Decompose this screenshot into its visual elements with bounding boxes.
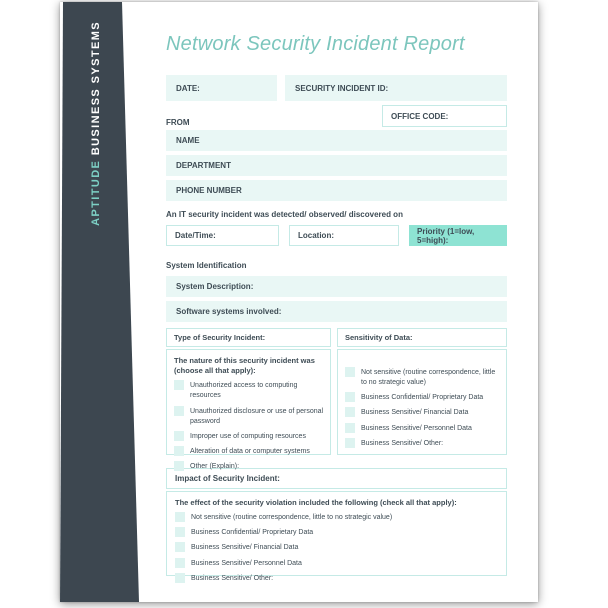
checkbox-label: Business Sensitive/ Other: — [191, 574, 274, 582]
impact-box-body — [166, 491, 507, 582]
checkbox[interactable] — [174, 446, 184, 456]
checkbox-label: Business Confidential/ Proprietary Data — [361, 394, 484, 402]
location-label: Location: — [298, 231, 334, 240]
checkbox-row — [175, 542, 498, 553]
checkbox[interactable] — [174, 431, 184, 441]
checkbox[interactable] — [175, 512, 185, 522]
office-code-label: OFFICE CODE: — [391, 111, 449, 121]
date-field[interactable] — [166, 75, 277, 101]
priority-label: Priority (1=low, 5=high): — [417, 226, 475, 245]
checkbox-label: Unauthorized disclosure or use of personal password — [190, 407, 324, 425]
software-systems-label: Software systems involved: — [176, 307, 282, 316]
brand-text — [90, 21, 102, 226]
checkbox-row — [345, 438, 501, 449]
report-page — [60, 2, 538, 602]
checkbox-row — [345, 392, 501, 403]
checkbox[interactable] — [345, 392, 355, 402]
checkbox[interactable] — [175, 573, 185, 583]
checkbox-row — [175, 573, 498, 584]
type-box-intro: The nature of this security incident was (choose all that apply): — [174, 356, 315, 376]
checkbox-row — [174, 431, 325, 442]
checkbox-label: Not sensitive (routine correspondence, little to no strategic value) — [191, 514, 393, 522]
checkbox-label: Business Sensitive/ Financial Data — [361, 409, 469, 417]
checkbox[interactable] — [175, 527, 185, 537]
checkbox[interactable] — [345, 367, 355, 377]
sensitivity-box-body — [337, 349, 507, 455]
system-description-label: System Description: — [176, 282, 254, 291]
checkbox[interactable] — [174, 461, 184, 471]
checkbox-row — [174, 461, 325, 472]
checkbox[interactable] — [174, 406, 184, 416]
checkbox-row — [345, 423, 501, 434]
phone-number-label: PHONE NUMBER — [176, 186, 242, 195]
checkbox-row — [175, 558, 498, 569]
checkbox-label: Alteration of data or computer systems — [190, 447, 310, 455]
detection-field-row — [166, 225, 507, 246]
system-identification-label: System Identification — [166, 261, 247, 270]
checkbox-row — [174, 406, 325, 427]
checkbox[interactable] — [174, 380, 184, 390]
brand-primary: APTITUDE — [90, 159, 102, 226]
from-section-label: FROM — [166, 118, 190, 127]
form-content — [166, 2, 507, 582]
checkbox-label: Unauthorized access to computing resources — [190, 382, 298, 400]
checkbox[interactable] — [175, 558, 185, 568]
department-field[interactable] — [166, 155, 507, 176]
checkbox-label: Business Sensitive/ Personnel Data — [191, 559, 302, 567]
department-label: DEPARTMENT — [176, 161, 231, 170]
page-title: Network Security Incident Report — [166, 33, 465, 55]
datetime-label: Date/Time: — [175, 231, 216, 240]
checkbox-label: Business Sensitive/ Financial Data — [191, 544, 299, 552]
sensitivity-box-header: Sensitivity of Data: — [337, 328, 507, 347]
checkbox-row — [175, 512, 498, 523]
checkbox-label: Not sensitive (routine correspondence, little to no strategic value) — [361, 369, 496, 387]
office-code-field[interactable] — [382, 105, 507, 127]
date-label: DATE: — [176, 83, 200, 93]
name-label: NAME — [176, 136, 200, 145]
checkbox-label: Other (Explain): — [190, 463, 240, 471]
checkbox-label: Improper use of computing resources — [190, 432, 306, 440]
brand-text-wrap — [76, 20, 116, 226]
name-field[interactable] — [166, 130, 507, 151]
datetime-field[interactable] — [166, 225, 279, 246]
checkbox-row — [345, 367, 501, 388]
header-field-row — [166, 75, 507, 101]
type-box-header: Type of Security Incident: — [166, 328, 331, 347]
impact-box-intro: The effect of the security violation included the following (check all that apply): — [175, 498, 457, 507]
software-systems-field[interactable] — [166, 301, 507, 322]
location-field[interactable] — [289, 225, 399, 246]
impact-box-header: Impact of Security Incident: — [166, 468, 507, 489]
from-office-row — [166, 105, 507, 127]
brand-secondary: BUSINESS SYSTEMS — [90, 20, 102, 160]
checkbox[interactable] — [345, 407, 355, 417]
checkbox-label: Business Confidential/ Proprietary Data — [191, 529, 314, 537]
checkbox-row — [175, 527, 498, 538]
checkbox[interactable] — [175, 542, 185, 552]
priority-field[interactable] — [409, 225, 507, 246]
checkbox[interactable] — [345, 438, 355, 448]
type-box-body — [166, 349, 331, 471]
checkbox-label: Business Sensitive/ Personnel Data — [361, 424, 472, 432]
detection-intro: An IT security incident was detected/ observed/ discovered on — [166, 210, 403, 219]
type-of-incident-box — [166, 328, 331, 471]
incident-id-label: SECURITY INCIDENT ID: — [295, 83, 389, 93]
two-column-section — [166, 328, 507, 471]
phone-number-field[interactable] — [166, 180, 507, 201]
checkbox[interactable] — [345, 423, 355, 433]
checkbox-row — [174, 380, 325, 401]
checkbox-label: Business Sensitive/ Other: — [361, 439, 444, 447]
incident-id-field[interactable] — [285, 75, 507, 101]
sensitivity-of-data-box — [337, 328, 507, 455]
checkbox-row — [345, 407, 501, 418]
system-description-field[interactable] — [166, 276, 507, 297]
checkbox-row — [174, 446, 325, 457]
